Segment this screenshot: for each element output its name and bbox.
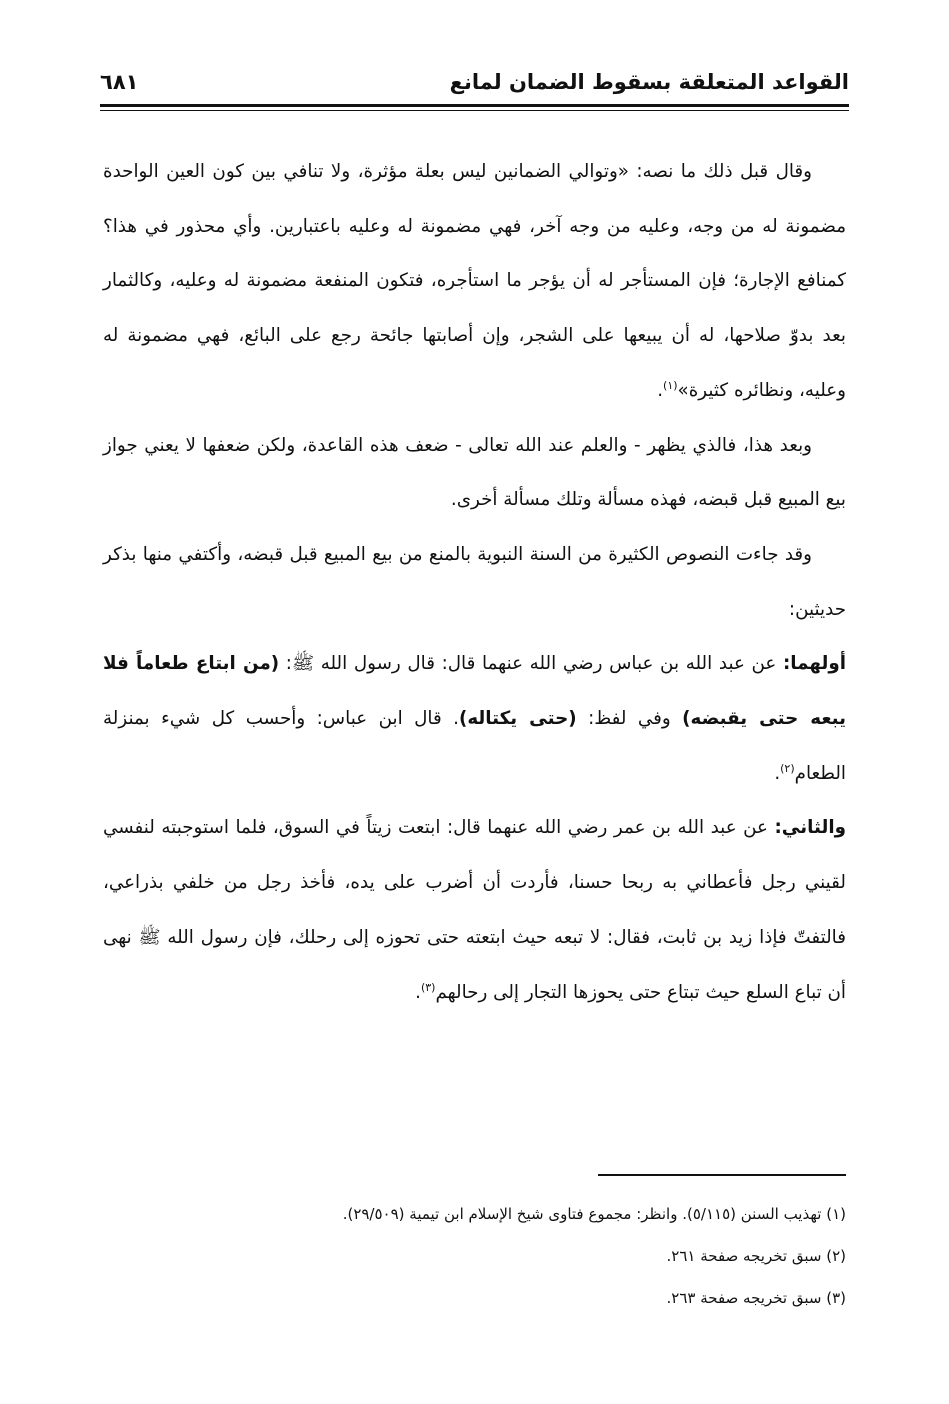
paragraph-texts-intro: وقد جاءت النصوص الكثيرة من السنة النبوية بالمنع من بيع المبيع قبل قبضه، وأكتفي منها بذكر حديثين: <box>103 543 846 620</box>
hadith-1-variant: (حتى يكتاله) <box>458 708 577 730</box>
running-title: القواعد المتعلقة بسقوط الضمان لمانع <box>449 70 849 94</box>
footnote-ref-3: (٣) <box>420 980 436 994</box>
hadith-1-comment: . قال ابن عباس: وأحسب كل شيء بمنزلة الطعام <box>103 708 846 784</box>
paragraph-conclusion: وبعد هذا، فالذي يظهر - والعلم عند الله تعالى - ضعف هذه القاعدة، ولكن ضعفها لا يعني جواز بيع المبيع قبل قبضه، فهذه مسألة وتلك مسألة أخرى. <box>103 434 846 511</box>
footnote-ref-1: (١) <box>663 378 678 392</box>
footnote-ref-2: (٢) <box>780 761 795 775</box>
hadith-1-text: (من ابتاع طعاماً فلا يبعه حتى يقبضه) <box>103 653 846 730</box>
hadith-2-lead: والثاني: <box>774 817 846 839</box>
paragraph-end: . <box>415 981 421 1003</box>
hadith-1-variant-intro: وفي لفظ: <box>576 708 683 730</box>
hadith-1-lead: أولهما: <box>783 653 846 675</box>
header-rule-thick <box>100 104 849 107</box>
body-text <box>103 145 846 1020</box>
page-header <box>100 60 849 120</box>
footnote-3: (٣) سبق تخريجه صفحة ٢٦٣. <box>666 1289 846 1307</box>
footnotes <box>103 1193 846 1319</box>
paragraph-hadith-2 <box>103 801 846 1020</box>
footnote-1: (١) تهذيب السنن (٥/١١٥). وانظر: مجموع فتاوى شيخ الإسلام ابن تيمية (٢٩/٥٠٩). <box>342 1205 846 1223</box>
hadith-2-text: عن عبد الله بن عمر رضي الله عنهما قال: ابتعت زيتاً في السوق، فلما استوجبته لنفسي لقيني رجل فأعطاني به ربحا حسنا، فأردت أن أضرب على يده، فأخذ رجل من خلفي بذراعي، فالتفتّ فإذا زيد بن ثابت، فقال: لا تبعه حيث ابتعته حتى تحوزه إلى رحلك، فإن رسول الله ﷺ نهى أن تباع السلع حيث تبتاع حتى يحوزها التجار إلى رحالهم <box>103 817 846 1003</box>
paragraph-quote <box>103 145 846 419</box>
footnote-separator <box>598 1174 846 1176</box>
paragraph-quote-text: وقال قبل ذلك ما نصه: «وتوالي الضمانين ليس بعلة مؤثرة، ولا تنافي بين كون العين الواحدة مضمونة له من وجه، وعليه من وجه آخر، فهي مضمونة له وعليه باعتبارين. وأي محذور في هذا؟ كمنافع الإجارة؛ فإن المستأجر له أن يؤجر ما استأجره، فتكون المنفعة مضمونة له وعليه، وكالثمار بعد بدوّ صلاحها، له أن يبيعها على الشجر، وإن أصابتها جائحة رجع على البائع، فهي مضمونة له وعليه، ونظائره كثيرة» <box>103 161 846 401</box>
paragraph-end: . <box>657 379 664 401</box>
header-rule-thin <box>100 110 849 111</box>
paragraph-hadith-1 <box>103 637 846 801</box>
hadith-1-narration: عن عبد الله بن عباس رضي الله عنهما قال: قال رسول الله ﷺ: <box>279 653 783 675</box>
paragraph-end: . <box>774 762 781 784</box>
page-number: ٦٨١ <box>100 70 139 94</box>
footnote-2: (٢) سبق تخريجه صفحة ٢٦١. <box>666 1247 846 1265</box>
